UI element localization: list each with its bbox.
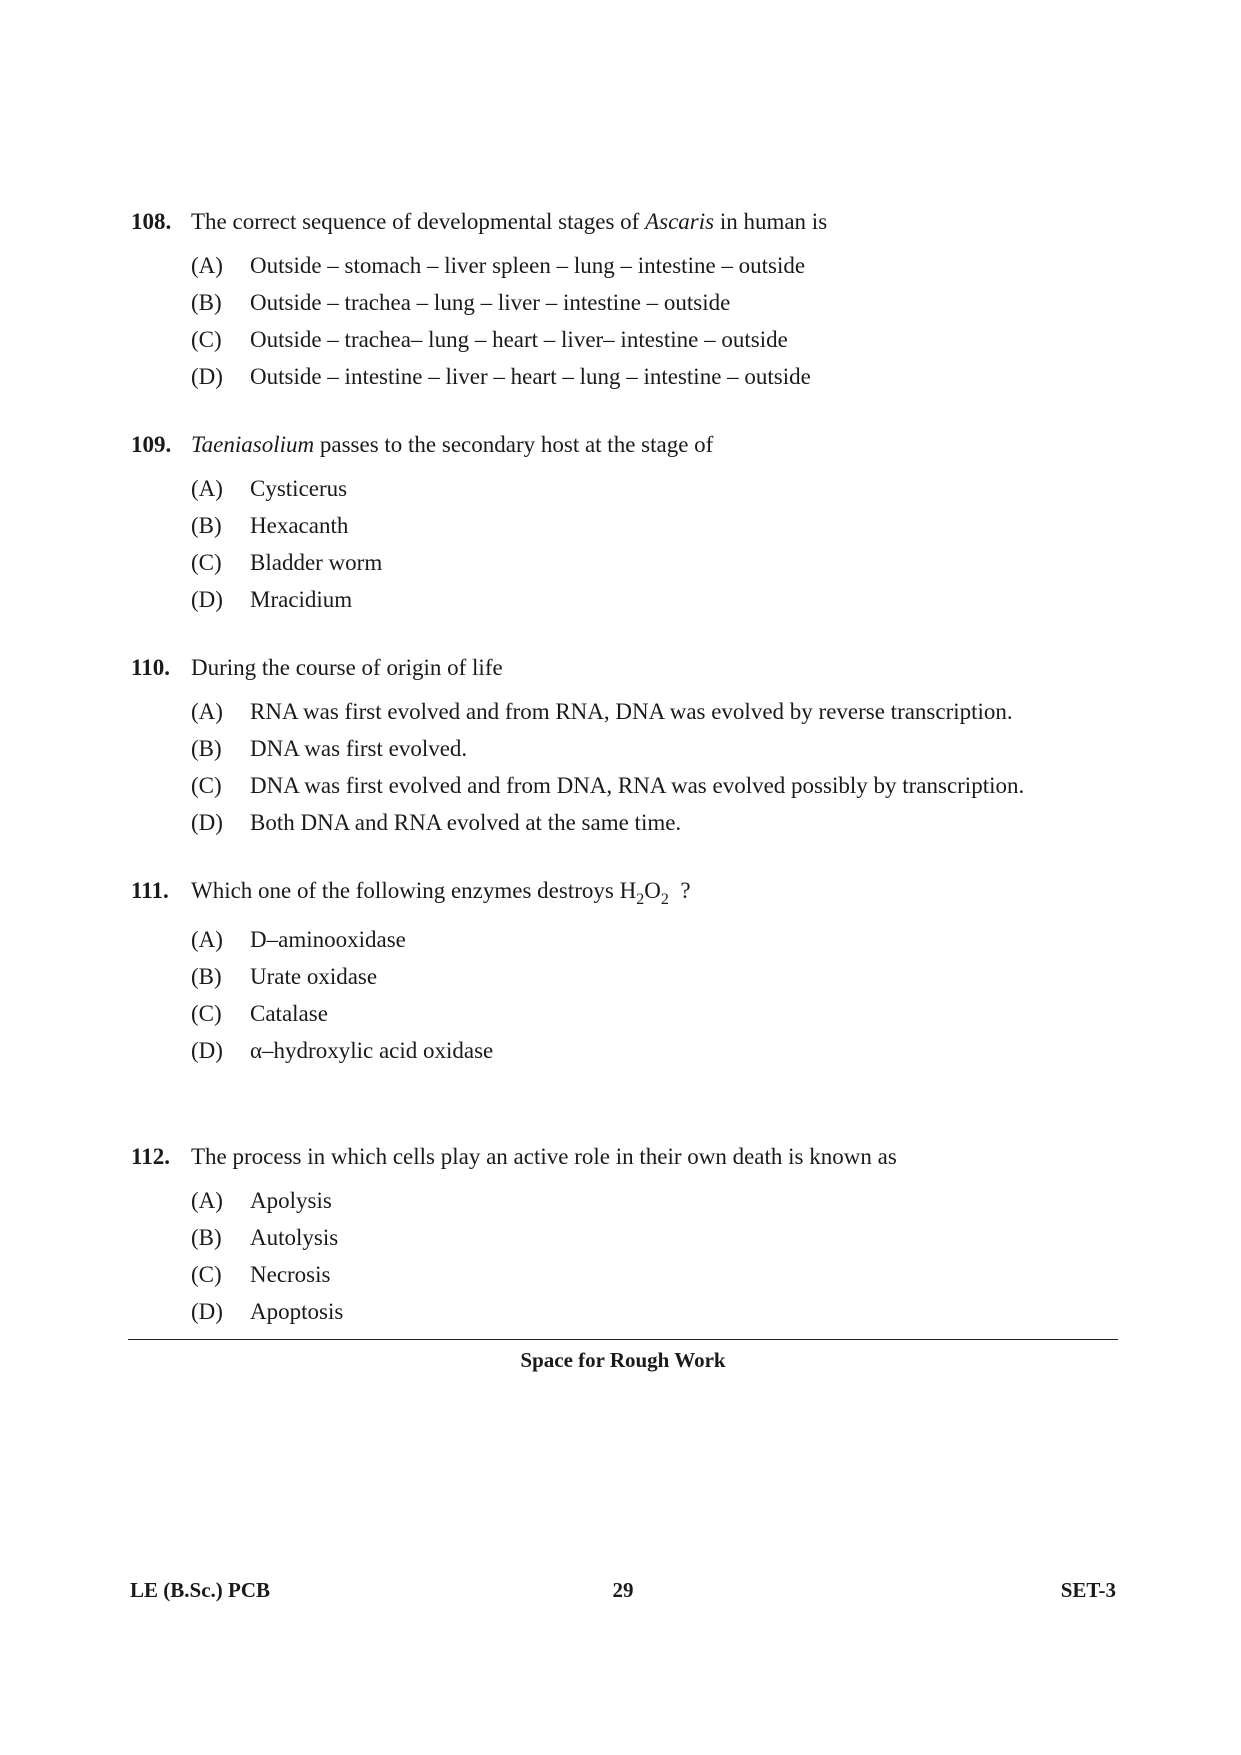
option-a[interactable]: (A) Apolysis (191, 1188, 332, 1213)
question-stem (131, 652, 1121, 684)
question-stem (131, 429, 1121, 461)
question-109 (131, 429, 1121, 618)
question-110 (131, 652, 1121, 841)
option-c[interactable]: (C) Outside – trachea– lung – heart – liver– intestine – outside (191, 327, 788, 352)
option-b[interactable]: (B) Autolysis (191, 1225, 339, 1250)
question-text: Which one of the following enzymes destroys $H_2O_2$ ? (191, 878, 691, 908)
option-d[interactable]: (D) Mracidium (191, 587, 353, 612)
option-list (191, 693, 1121, 841)
question-text: The process in which cells play an active role in their own death is known as (191, 1144, 897, 1169)
question-stem (131, 1141, 1121, 1173)
option-list (191, 1182, 1121, 1330)
option-c[interactable]: (C) Bladder worm (191, 550, 383, 575)
question-number: 111. (131, 878, 169, 903)
option-c[interactable]: (C) DNA was first evolved and from DNA, RNA was evolved possibly by transcription. (191, 773, 1025, 798)
option-a[interactable]: (A) Outside – stomach – liver spleen – lung – intestine – outside (191, 253, 806, 278)
option-d[interactable]: (D) Both DNA and RNA evolved at the same time. (191, 810, 682, 835)
option-list (191, 921, 1121, 1069)
option-a[interactable]: (A) D–aminooxidase (191, 927, 406, 952)
question-text: During the course of origin of life (191, 655, 503, 680)
option-a[interactable]: (A) Cysticerus (191, 476, 348, 501)
organism-name: Ascaris (645, 209, 715, 234)
option-list (191, 470, 1121, 618)
question-stem (131, 206, 1121, 238)
question-number: 112. (131, 1144, 170, 1169)
question-number: 108. (131, 209, 172, 234)
option-list (191, 247, 1121, 395)
organism-name: Taeniasolium (191, 432, 315, 457)
set-label: SET-3 (1060, 1578, 1116, 1602)
question-112 (131, 1141, 1121, 1330)
option-d[interactable]: (D) Outside – intestine – liver – heart – lung – intestine – outside (191, 364, 811, 389)
question-text: Taeniasolium passes to the secondary host at the stage of (191, 432, 714, 457)
option-d[interactable]: (D) α–hydroxylic acid oxidase (191, 1038, 494, 1063)
option-b[interactable]: (B) Hexacanth (191, 513, 349, 538)
option-c[interactable]: (C) Necrosis (191, 1262, 331, 1287)
page-number: 29 (612, 1578, 634, 1602)
question-number: 109. (131, 432, 172, 457)
rough-work-divider (128, 1339, 1118, 1340)
question-108 (131, 206, 1121, 395)
question-stem (131, 875, 1121, 907)
rough-work-heading: Space for Rough Work (520, 1348, 726, 1372)
option-b[interactable]: (B) Urate oxidase (191, 964, 378, 989)
exam-code: LE (B.Sc.) PCB (130, 1578, 271, 1602)
option-c[interactable]: (C) Catalase (191, 1001, 328, 1026)
question-111 (131, 875, 1121, 1069)
option-b[interactable]: (B) Outside – trachea – lung – liver – intestine – outside (191, 290, 731, 315)
option-a[interactable]: (A) RNA was first evolved and from RNA, DNA was evolved by reverse transcription. (191, 699, 1013, 724)
option-d[interactable]: (D) Apoptosis (191, 1299, 344, 1324)
question-text: The correct sequence of developmental stages of Ascaris in human is (191, 209, 828, 234)
question-number: 110. (131, 655, 170, 680)
option-b[interactable]: (B) DNA was first evolved. (191, 736, 468, 761)
